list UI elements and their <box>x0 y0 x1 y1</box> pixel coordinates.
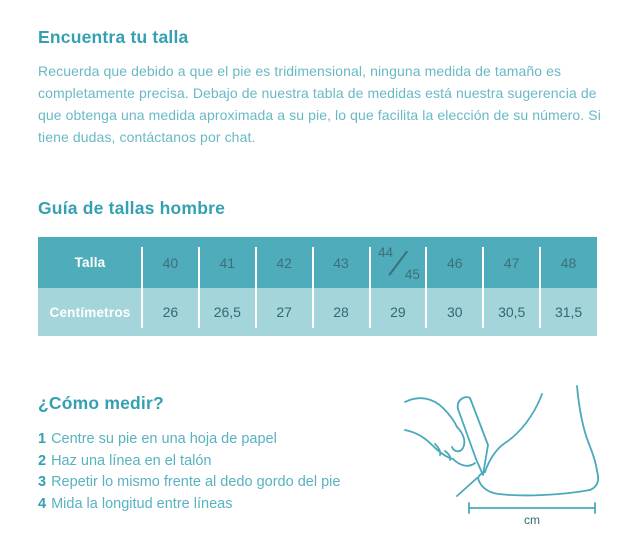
table-row-centimeters <box>38 288 597 336</box>
step-number: 1 <box>38 431 47 447</box>
measure-step-4 <box>38 494 340 516</box>
cm-label: cm <box>524 513 540 527</box>
intro-paragraph: Recuerda que debido a que el pie es tridimensional, ninguna medida de tamaño es completamente precisa. Debajo de nuestra tabla de medidas está nuestra sugerencia de que obtenga una medida aproximada a su pie, lo que facilita la elección de su número. Si tiene dudas, contáctanos por chat. <box>38 63 601 145</box>
size-cell-42: 42 <box>256 237 313 288</box>
step-number: 2 <box>38 452 47 469</box>
how-to-measure-title: ¿Cómo medir? <box>38 393 164 413</box>
step-number: 4 <box>38 495 47 512</box>
table-header-centimetros: Centímetros <box>49 304 131 320</box>
step-text: Repetir lo mismo frente al dedo gordo del pie <box>51 474 341 491</box>
cm-cell-28: 28 <box>313 288 370 336</box>
measure-step-3 <box>38 472 340 494</box>
step-number: 3 <box>38 474 47 491</box>
foot-drawing <box>457 386 598 496</box>
step-text: Centre su pie en una hoja de papel <box>51 431 277 447</box>
size-cell-41: 41 <box>199 237 256 288</box>
cm-cell-27: 27 <box>256 288 313 336</box>
page-title: Encuentra tu talla <box>38 27 189 47</box>
table-row-sizes <box>38 237 597 288</box>
foot-measurement-illustration <box>403 382 605 534</box>
cm-cell-26-5: 26,5 <box>199 288 256 336</box>
men-size-table <box>38 237 597 336</box>
hand-pencil-drawing <box>405 397 488 475</box>
cm-cell-31-5: 31,5 <box>540 288 597 336</box>
measure-line <box>469 503 595 513</box>
size-cell-47: 47 <box>483 237 540 288</box>
cm-cell-30: 30 <box>426 288 483 336</box>
measure-step-1 <box>38 429 340 451</box>
measure-step-2 <box>38 451 340 473</box>
table-header-talla: Talla <box>74 255 106 270</box>
size-cell-40: 40 <box>142 237 199 288</box>
size-cell-43: 43 <box>313 237 370 288</box>
size-cell-48: 48 <box>540 237 597 288</box>
size-45: 45 <box>404 266 420 282</box>
size-44-45-group <box>377 244 420 282</box>
size-cell-44-45 <box>370 237 427 288</box>
measure-steps <box>38 429 340 515</box>
cm-cell-30-5: 30,5 <box>483 288 540 336</box>
size-cell-46: 46 <box>426 237 483 288</box>
cm-cell-29: 29 <box>370 288 427 336</box>
men-size-guide-title: Guía de tallas hombre <box>38 198 226 218</box>
step-text: Mida la longitud entre líneas <box>51 495 233 512</box>
size-44: 44 <box>377 244 393 260</box>
cm-cell-26: 26 <box>142 288 199 336</box>
step-text: Haz una línea en el talón <box>51 452 212 469</box>
